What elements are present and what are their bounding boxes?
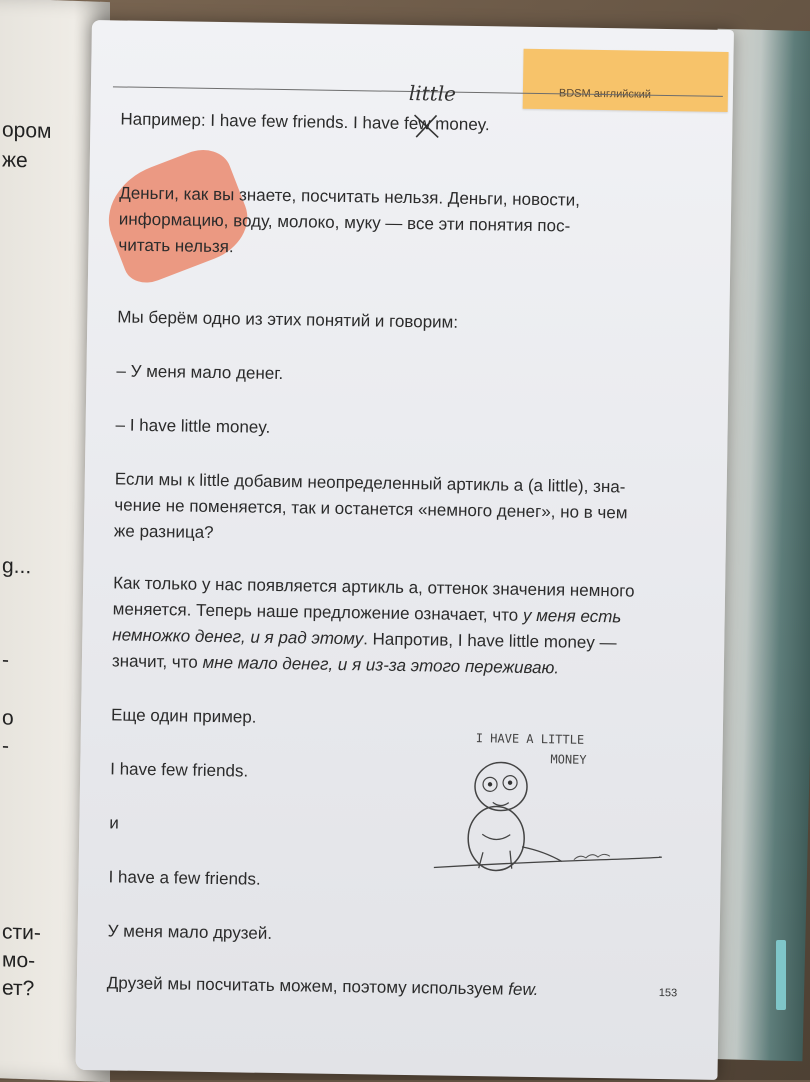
page-number: 153 [658,987,678,1000]
paragraph-line: Как только у нас появляется артикль a, оттенок значения немного [113,573,635,601]
left-page-fragment: - [2,734,9,758]
left-page-fragment: же [2,148,28,173]
bookmark-tab [776,940,786,1010]
italic-text: few. [508,979,539,1000]
paragraph-line: чение не поменяется, так и останется «немного денег», но в чем [114,495,628,523]
paragraph-line: Деньги, как вы знаете, посчитать нельзя. Деньги, новости, [119,183,581,210]
left-page-fragment: сти- [2,920,41,945]
paragraph-line: Если мы к little добавим неопределенный артикль a (a little), зна- [114,469,626,497]
dialog-line: – У меня мало денег. [116,361,284,384]
handwritten-correction: little [408,80,457,106]
paragraph-line: Мы берём одно из этих понятий и говорим: [117,307,459,332]
plain-text: меняется. Теперь наше предложение означает, что [112,599,524,625]
meerkat-illustration [434,745,666,879]
paragraph-line: же разница? [113,521,214,542]
italic-text: немножко денег, и я рад этому [112,625,364,649]
example-line: I have a few friends. [108,867,261,889]
example-line: I have few friends. [110,759,249,781]
dialog-line: – I have little money. [115,415,271,437]
illustration-caption: MONEY [550,752,587,767]
left-page-fragment: мо- [2,948,36,973]
left-page-fragment: - [2,648,9,672]
paragraph-line: Еще один пример. [110,705,257,727]
example-line: и [109,813,120,833]
italic-text: мне мало денег, и я из-за этого переживаю. [202,652,560,678]
left-page-fragment: g... [2,554,32,579]
paragraph-line: читать нельзя. [118,235,234,257]
illustration-caption: I HAVE A LITTLE [475,731,585,747]
book-page [76,20,734,1080]
left-page-fragment: о [2,706,14,730]
section-label: BDSM английский [558,87,652,101]
paragraph-line [113,598,622,628]
left-page-fragment: ором [2,118,52,144]
example-line: У меня мало друзей. [107,921,273,943]
left-page-fragment: ет? [2,976,35,1001]
paragraph-line [112,650,559,679]
plain-text: значит, что [111,651,203,672]
plain-text: Друзей мы посчитать можем, поэтому используем [106,973,509,999]
paragraph-line [112,624,617,654]
paragraph-line [107,972,539,1001]
plain-text: . Напротив, I have little money — [363,629,617,653]
sticky-note-tab [523,49,729,112]
paragraph-line: информацию, воду, молоко, муку — все эти понятия пос- [118,209,571,236]
italic-text: у меня есть [522,605,622,627]
example-sentence: Например: I have few friends. I have few money. [120,109,490,135]
